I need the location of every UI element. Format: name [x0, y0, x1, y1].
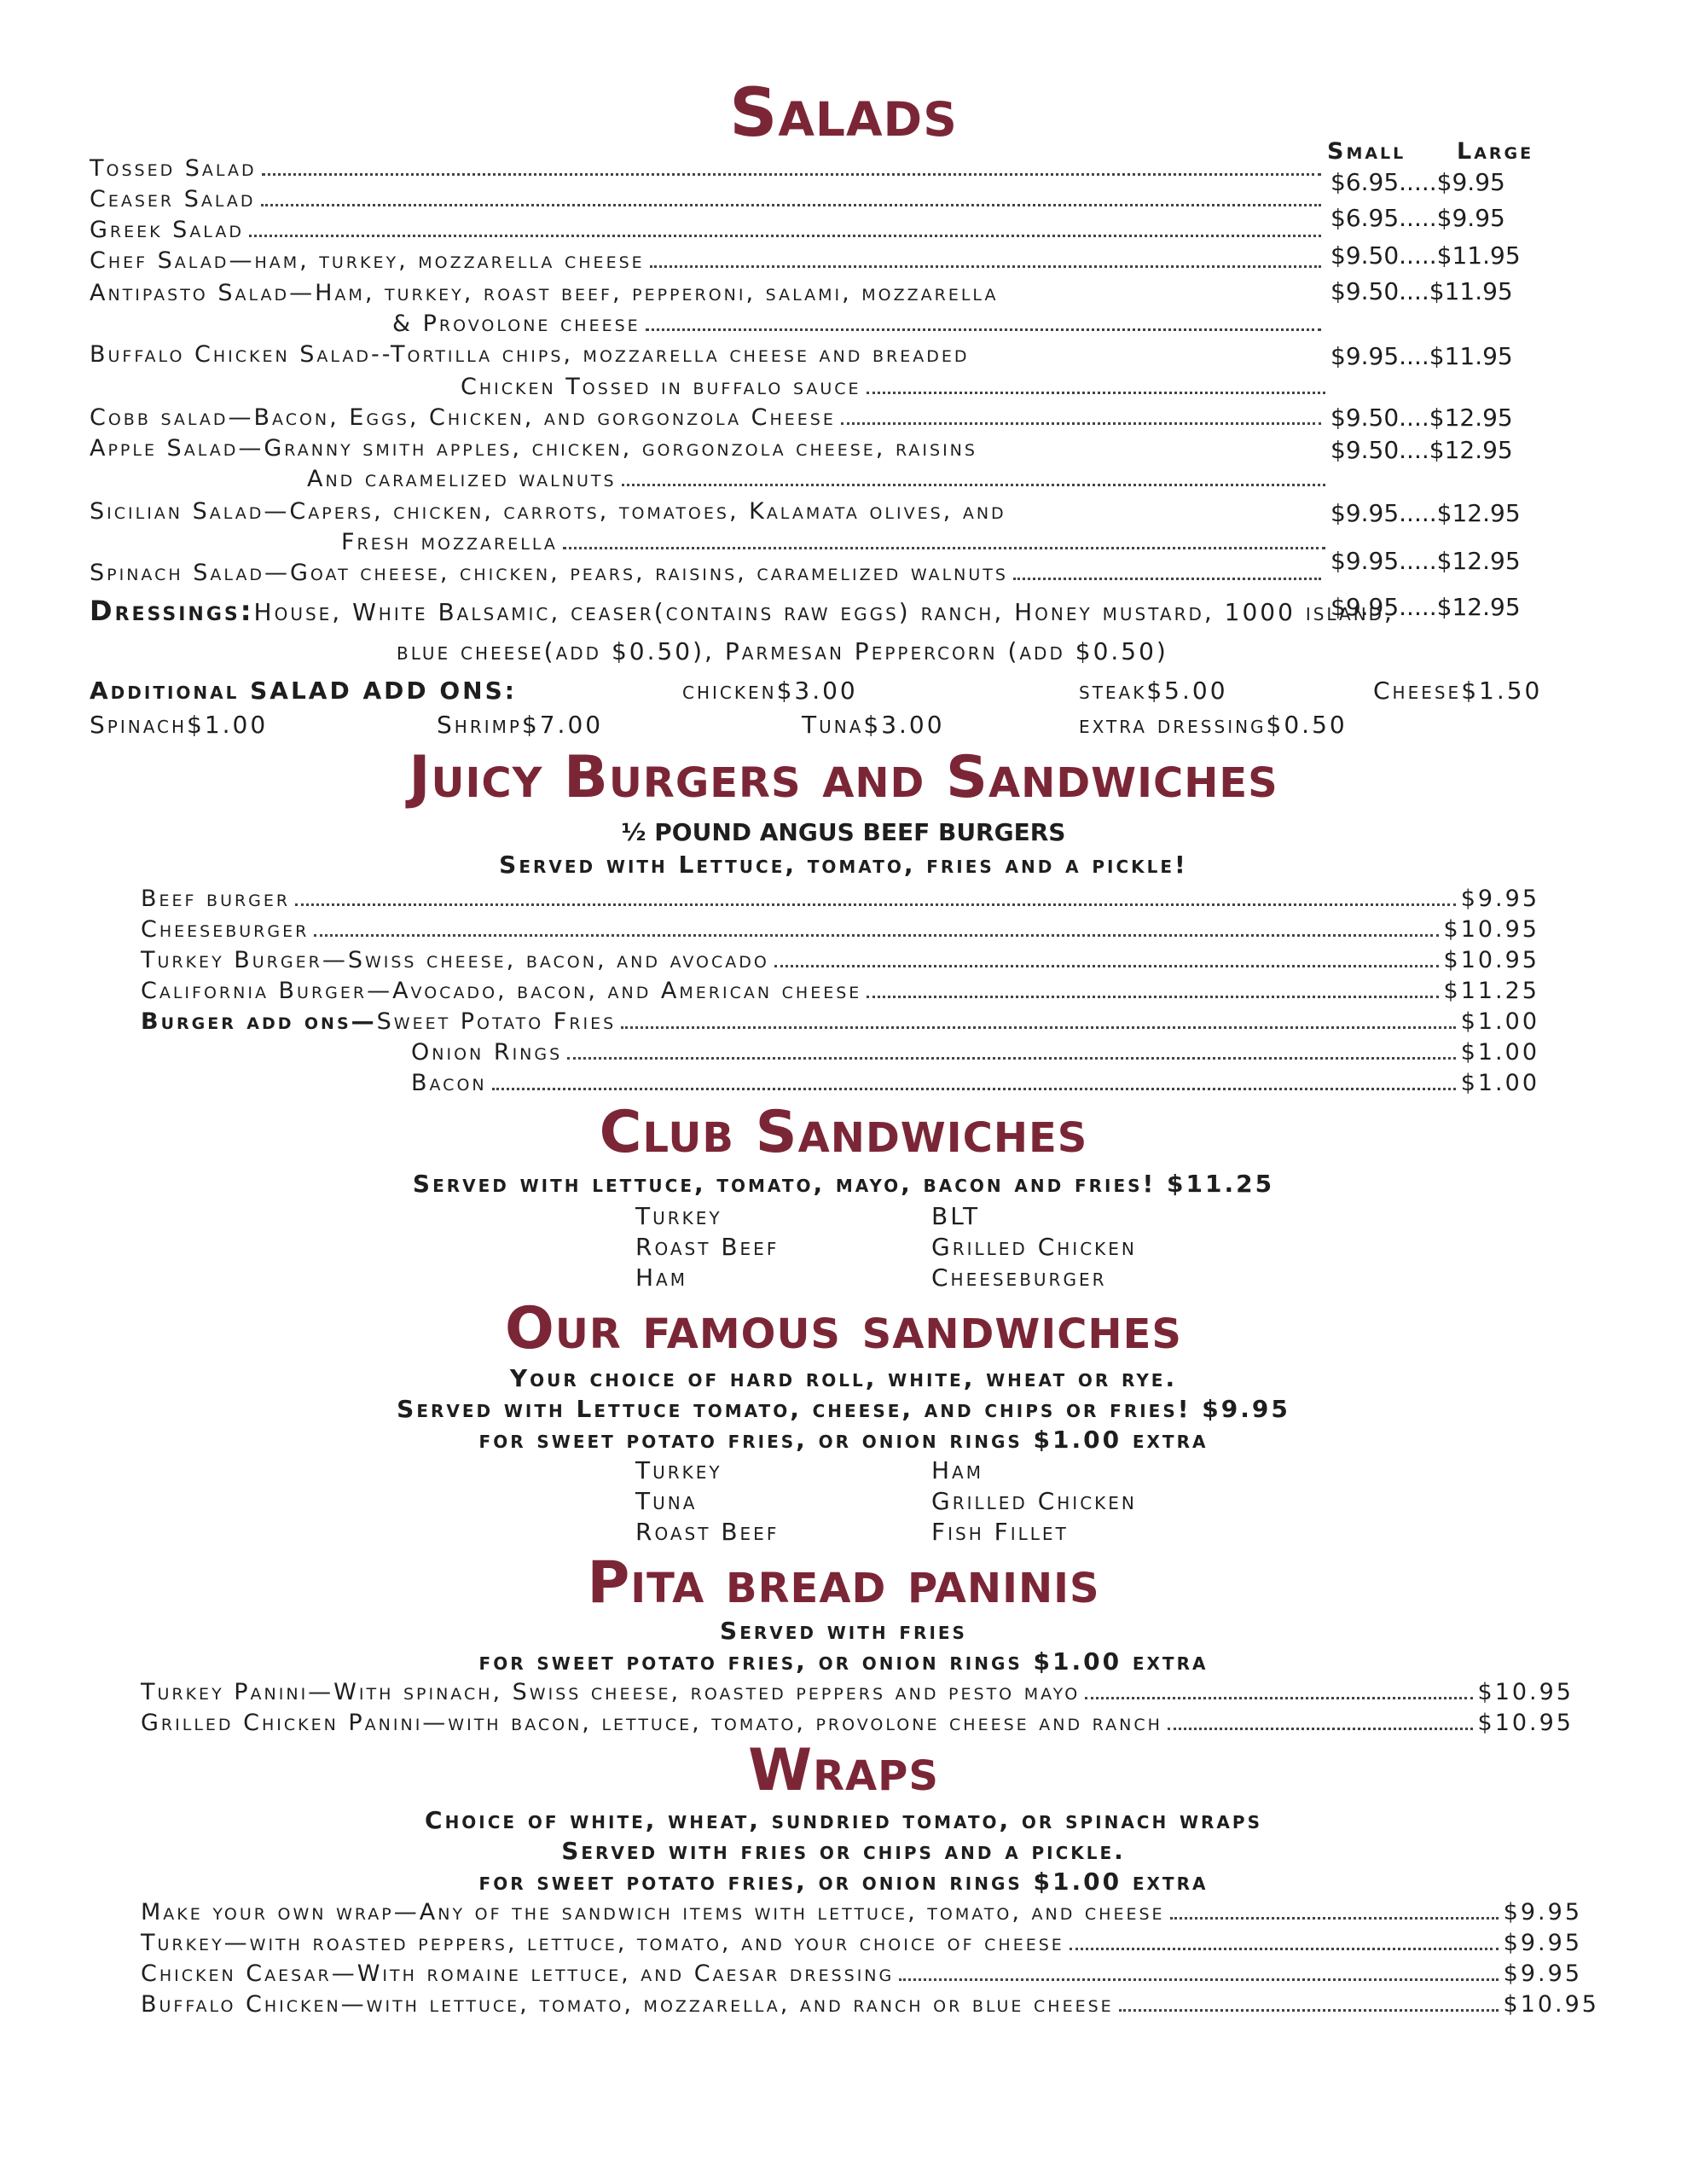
pita-item: Turkey Panini—With spinach, Swiss cheese, roasted peppers and pesto mayo $10.95 [141, 1679, 1574, 1705]
salad-price-chef: $9.50....$11.95 [1330, 277, 1513, 305]
salad-addon-chicken: chicken$3.00 [682, 677, 858, 705]
dressings-list: House, White Balsamic, ceaser(contains raw eggs) ranch, Honey mustard, 1000 island, [253, 598, 1394, 626]
salad-addon-tuna: Tuna$3.00 [802, 711, 945, 739]
salad-price-greek: $9.50.....$11.95 [1330, 241, 1521, 270]
salad-addon-shrimp: Shrimp$7.00 [437, 711, 604, 739]
salad-item-buffalo: Buffalo Chicken Salad--Tortilla chips, mozzarella cheese and breaded [90, 341, 970, 368]
famous-subtitle-3: for sweet potato fries, or onion rings $1.00 extra [478, 1426, 1209, 1454]
salad-price-apple: $9.95.....$12.95 [1330, 499, 1521, 527]
wrap-item: Buffalo Chicken—with lettuce, tomato, mozzarella, and ranch or blue cheese $10.95 [141, 1991, 1599, 2018]
salad-addons-label: Additional SALAD ADD ONS: [90, 677, 517, 705]
salad-addon-steak: steak$5.00 [1079, 677, 1228, 705]
pita-title: Pita bread paninis [587, 1549, 1100, 1617]
salad-item-tossed: Tossed Salad [90, 154, 1326, 184]
salad-price-tossed: $6.95.....$9.95 [1330, 168, 1505, 196]
burger-item: Beef burger $9.95 [141, 886, 1539, 912]
burger-item: Cheeseburger $10.95 [141, 916, 1539, 943]
wraps-subtitle-2: Served with fries or chips and a pickle. [561, 1837, 1126, 1865]
salad-item-ceaser: Ceaser Salad [90, 184, 1326, 215]
club-item: Roast Beef [635, 1233, 780, 1261]
wrap-item: Chicken Caesar—With romaine lettuce, and Caesar dressing $9.95 [141, 1960, 1582, 1987]
wraps-subtitle-1: Choice of white, wheat, sundried tomato, or spinach wraps [425, 1806, 1262, 1834]
salad-price-sicilian: $9.95.....$12.95 [1330, 547, 1521, 575]
dressings-list-2: blue cheese(add $0.50), Parmesan Peppercorn (add $0.50) [397, 637, 1168, 665]
salad-price-ceaser: $6.95.....$9.95 [1330, 204, 1505, 232]
burger-addon-item: Bacon $1.00 [411, 1070, 1539, 1096]
salad-item-chef: Chef Salad—ham, turkey, mozzarella cheese [90, 246, 1326, 276]
small-column-header: Small [1327, 138, 1406, 165]
large-column-header: Large [1457, 138, 1534, 165]
wraps-title: Wraps [748, 1737, 939, 1804]
famous-item: Ham [931, 1456, 983, 1484]
club-item: Turkey [635, 1202, 722, 1230]
club-item: Grilled Chicken [931, 1233, 1137, 1261]
salad-addon-spinach: Spinach$1.00 [90, 711, 269, 739]
wrap-item: Make your own wrap—Any of the sandwich items with lettuce, tomato, and cheese $9.95 [141, 1899, 1582, 1926]
pita-subtitle-1: Served with fries [720, 1617, 967, 1645]
famous-item: Turkey [635, 1456, 722, 1484]
wrap-item: Turkey—with roasted peppers, lettuce, tomato, and your choice of cheese $9.95 [141, 1930, 1582, 1956]
salad-item-antipasto-cont: & Provolone cheese [392, 309, 1326, 340]
club-item: Ham [635, 1263, 687, 1292]
club-title: Club Sandwiches [599, 1099, 1088, 1166]
famous-item: Grilled Chicken [931, 1487, 1137, 1515]
famous-title: Our famous sandwiches [505, 1295, 1182, 1362]
salad-item-cobb: Cobb salad—Bacon, Eggs, Chicken, and gorgonzola Cheese [90, 403, 1326, 433]
burgers-subtitle-2: Served with Lettuce, tomato, fries and a pickle! [499, 851, 1188, 879]
famous-item: Roast Beef [635, 1518, 780, 1546]
famous-item: Tuna [635, 1487, 698, 1515]
burgers-subtitle-1: ½ POUND ANGUS BEEF BURGERS [621, 818, 1066, 846]
burger-addon-item: Onion Rings $1.00 [411, 1039, 1539, 1066]
famous-subtitle-2: Served with Lettuce tomato, cheese, and chips or fries! $9.95 [397, 1395, 1290, 1423]
salad-item-apple-cont: And caramelized walnuts [307, 464, 1330, 495]
salads-title: Salads [729, 75, 958, 152]
salad-item-sicilian: Sicilian Salad—Capers, chicken, carrots, tomatoes, Kalamata olives, and [90, 498, 1006, 525]
famous-subtitle-1: Your choice of hard roll, white, wheat or rye. [509, 1364, 1178, 1392]
club-item: BLT [931, 1202, 981, 1230]
club-item: Cheeseburger [931, 1263, 1107, 1292]
dressings-label: Dressings: [90, 595, 254, 627]
salad-item-greek: Greek Salad [90, 215, 1326, 246]
burgers-title: Juicy Burgers and Sandwiches [409, 744, 1278, 811]
salad-item-antipasto: Antipasto Salad—Ham, turkey, roast beef, pepperoni, salami, mozzarella [90, 280, 999, 306]
salad-addon-cheese: Cheese$1.50 [1373, 677, 1543, 705]
dressings-line [90, 595, 1394, 628]
pita-item: Grilled Chicken Panini—with bacon, lettuce, tomato, provolone cheese and ranch $10.95 [141, 1710, 1574, 1736]
pita-subtitle-2: for sweet potato fries, or onion rings $1.00 extra [478, 1647, 1209, 1676]
burger-item: California Burger—Avocado, bacon, and American cheese $11.25 [141, 978, 1539, 1004]
salad-item-spinach: Spinach Salad—Goat cheese, chicken, pears, raisins, caramelized walnuts [90, 558, 1326, 589]
club-subtitle: Served with lettuce, tomato, mayo, bacon and fries! $11.25 [412, 1170, 1275, 1198]
salad-price-spinach: $9.95.....$12.95 [1330, 593, 1521, 621]
salad-price-buffalo: $9.50....$12.95 [1330, 404, 1513, 432]
burger-addon-item: Burger add ons—Sweet Potato Fries $1.00 [141, 1008, 1539, 1035]
salad-addon-extra-dressing: extra dressing$0.50 [1079, 711, 1348, 739]
salad-item-buffalo-cont: Chicken Tossed in buffalo sauce [461, 372, 1330, 403]
salad-price-cobb: $9.50....$12.95 [1330, 436, 1513, 464]
salad-price-antipasto: $9.95....$11.95 [1330, 342, 1513, 370]
famous-item: Fish Fillet [931, 1518, 1069, 1546]
wraps-subtitle-3: for sweet potato fries, or onion rings $1.00 extra [478, 1867, 1209, 1896]
burger-item: Turkey Burger—Swiss cheese, bacon, and avocado $10.95 [141, 947, 1539, 973]
burger-addons-label: Burger add ons— [141, 1008, 377, 1035]
salad-item-apple: Apple Salad—Granny smith apples, chicken, gorgonzola cheese, raisins [90, 435, 977, 462]
salad-item-sicilian-cont: Fresh mozzarella [341, 527, 1330, 558]
